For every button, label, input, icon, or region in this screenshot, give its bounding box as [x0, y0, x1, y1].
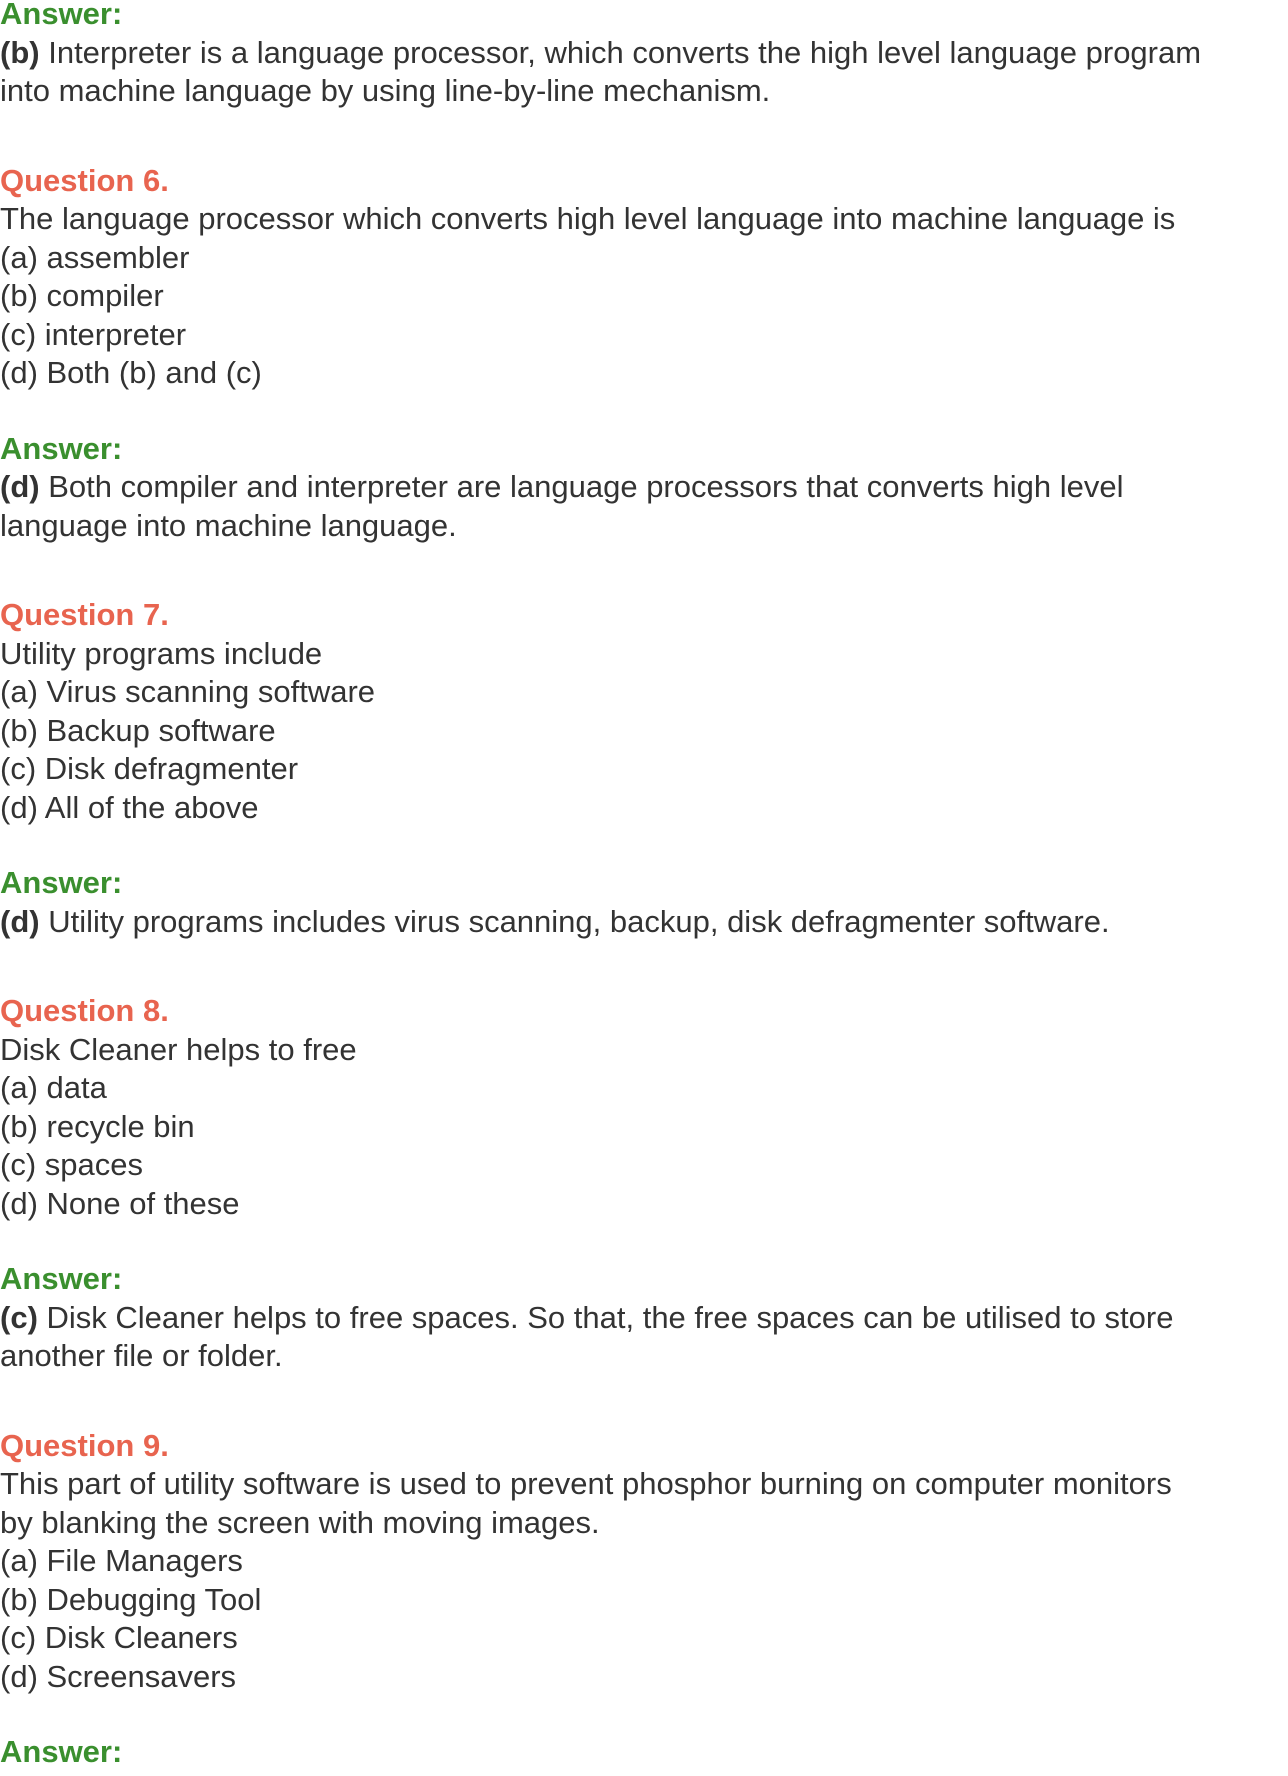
answer-text: Both compiler and interpreter are language processors that converts high level [48, 469, 1124, 504]
answer-key: (c) [0, 1299, 38, 1335]
option: (d) Both (b) and (c) [0, 355, 262, 390]
option: (c) Disk Cleaners [0, 1620, 238, 1655]
answer-block [0, 430, 1288, 546]
answer-line [0, 468, 1288, 507]
option: (d) None of these [0, 1185, 240, 1221]
answer-block [0, 864, 1288, 941]
answer-text [0, 34, 1288, 73]
option: (a) assembler [0, 239, 190, 275]
question-title: Question 8. [0, 993, 169, 1028]
option: (b) compiler [0, 278, 164, 313]
answer-line: Interpreter is a language processor, which converts the high level language program [48, 34, 1202, 70]
question-title: Question 9. [0, 1427, 169, 1463]
answer-block [0, 1733, 1288, 1772]
question-stem: Utility programs include [0, 635, 323, 671]
question-stem: The language processor which converts high level language into machine language is [0, 201, 1176, 236]
answer-block [0, 1260, 1288, 1376]
option: (d) Screensavers [0, 1658, 237, 1694]
option: (a) data [0, 1070, 107, 1105]
answer-text: language into machine language. [0, 507, 457, 543]
answer-heading: Answer: [0, 1734, 123, 1769]
option: (c) spaces [0, 1147, 143, 1182]
question-stem: Disk Cleaner helps to free [0, 1031, 357, 1067]
answer-key: (b) [0, 34, 40, 70]
answer-line [0, 1299, 1288, 1338]
question-title: Question 7. [0, 597, 169, 632]
option: (c) interpreter [0, 316, 187, 352]
answer-heading: Answer: [0, 430, 123, 466]
option: (b) recycle bin [0, 1108, 195, 1144]
option: (b) Backup software [0, 712, 276, 748]
option: (b) Debugging Tool [0, 1581, 262, 1617]
answer-text: Disk Cleaner helps to free spaces. So that, the free spaces can be utilised to store [46, 1299, 1174, 1335]
option: (a) File Managers [0, 1543, 243, 1578]
option: (a) Virus scanning software [0, 674, 376, 709]
answer-text: Utility programs includes virus scanning, backup, disk defragmenter software. [48, 903, 1110, 939]
answer-line [0, 1337, 1288, 1376]
answer-key: (d) [0, 469, 40, 504]
answer-heading: Answer: [0, 0, 123, 31]
option: (d) All of the above [0, 789, 259, 825]
answer-line [0, 507, 1288, 546]
question-block [0, 162, 1288, 393]
question-block [0, 1427, 1288, 1697]
answer-heading: Answer: [0, 1261, 123, 1296]
question-title: Question 6. [0, 162, 169, 198]
answer-line [0, 903, 1288, 942]
option: (c) Disk defragmenter [0, 751, 299, 786]
question-block [0, 596, 1288, 827]
answer-text: another file or folder. [0, 1338, 283, 1373]
question-stem: This part of utility software is used to prevent phosphor burning on computer monitors [0, 1466, 1172, 1501]
answer-line: into machine language by using line-by-line mechanism. [0, 73, 771, 108]
answer-heading: Answer: [0, 865, 123, 900]
answer-key: (d) [0, 903, 40, 939]
question-stem: by blanking the screen with moving images. [0, 1504, 600, 1540]
question-block [0, 992, 1288, 1223]
